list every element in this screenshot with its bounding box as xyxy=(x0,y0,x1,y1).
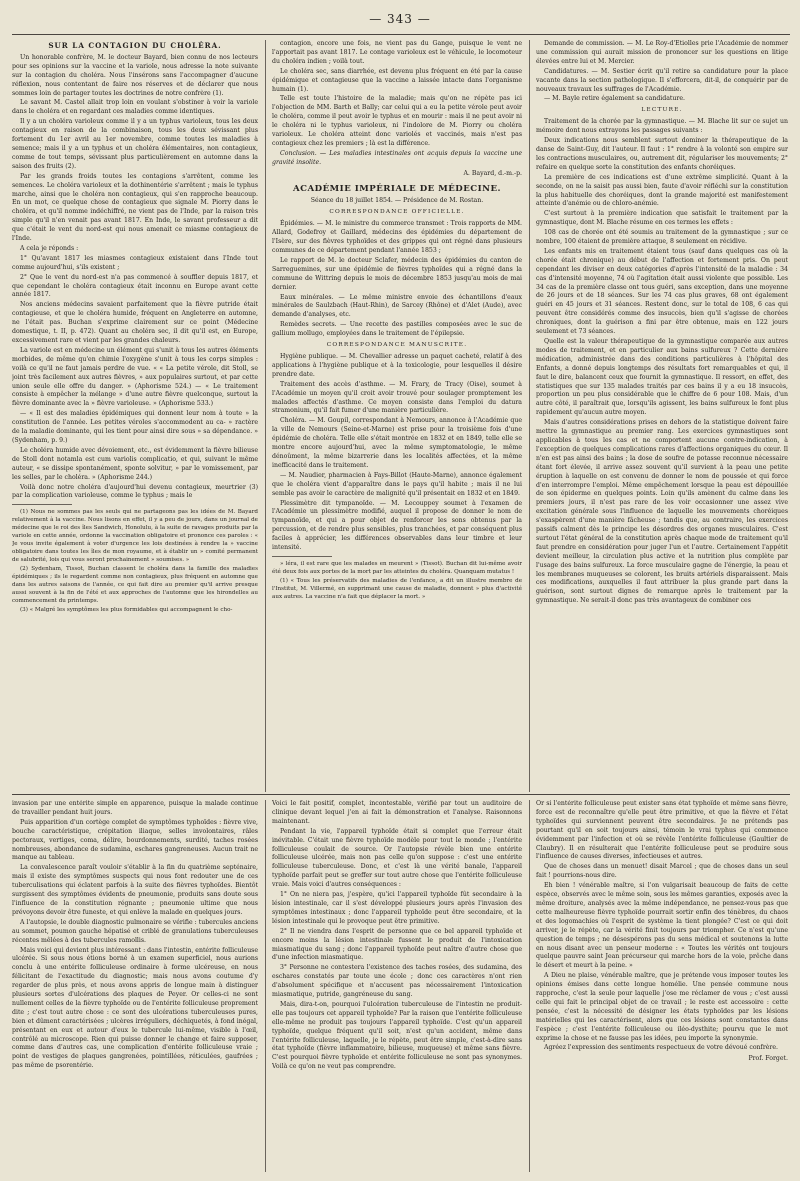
paragraph: Or si l'entérite folliculeuse peut exister sans état typhoïde et même sans fièvre, force est de reconnaître qu'elle peut être primitive, et que la fièvre et l'état typhoïdes qui surviennent peuvent être secondaires. Je ne prétends pas pourtant qu'il en soit toujours ainsi, témoin le vrai typhus qui commence évidemment par l'infection et où se révèle l'entérite folliculeuse (Gaultier de Claubry). Il en résulterait que l'entérite folliculeuse peut se produire sous l'influence de causes diverses, infectieuses et autres. xyxy=(536,800,788,861)
paragraph: 108 cas de chorée ont été soumis au traitement de la gymnastique ; sur ce nombre, 100 étaient de première attaque, 8 seulement en récidive. xyxy=(536,229,788,246)
paragraph: Épidémies. — M. le ministre du commerce transmet : Trois rapports de MM. Allard, Godefroy et Gaillard, médecins des épidémies du département de l'Isère, sur des fièvres typhoïdes et des grippes qui ont régné dans plusieurs communes de ce département pendant l'année 1853 ; xyxy=(272,220,522,255)
paragraph: Puis apparition d'un cortège complet de symptômes typhoïdes : fièvre vive, bouche caractéristique, crépitation iliaque, selles involontaires, râles pectoraux, vertiges, coma, délire, bourdonnements, surdité, taches rosées nombreuses, abondance de sudamina, eschares gangreneuses. Aucun trait ne manque au tableau. xyxy=(12,818,258,862)
subsection-heading: LECTURE. xyxy=(641,107,683,114)
footnotes xyxy=(12,508,258,614)
footnote-separator xyxy=(12,504,72,505)
paragraph: Plessimètre dit tympanoïde. — M. Lecouppey soumet à l'examen de l'Académie un plessimètre modifié, auquel il propose de donner le nom de tympanoïde, et qui a pour objet de renforcer les sons obtenus par la percussion, et de rendre plus sensibles, plus tranchées, et par conséquent plus faciles à apprécier, les différences observables dans leur timbre et leur intensité. xyxy=(272,499,522,552)
paragraph: Traitement de la chorée par la gymnastique. — M. Blache lit sur ce sujet un mémoire dont nous extrayons les passages suivants : xyxy=(536,118,788,135)
paragraph: Demande de commission. — M. Le Roy-d'Étiolles prie l'Académie de nommer une commission qui aurait mission de prononcer sur les questions en litige élevées entre lui et M. Mercier. xyxy=(536,40,788,65)
paragraph: C'est surtout à la première indication que satisfait le traitement par la gymnastique, dont M. Blache résume en ces termes les effets : xyxy=(536,210,788,227)
paragraph: Le choléra sec, sans diarrhée, est devenu plus fréquent en été par la cause épidémique et contagieuse que la vaccine a laissée intacte dans l'organisme humain (1). xyxy=(272,67,522,93)
paragraph: Deux indications nous semblent surtout dominer la thérapeutique de la danse de Saint-Guy, dit l'auteur. Il faut : 1° rendre à la volonté son empire sur les contractions musculaires, ou, autrement dit, régulariser les mouvements; 2° refaire en quelque sorte la constitution des enfants choréiques. xyxy=(536,137,788,171)
paragraph: Le rapport de M. le docteur Sclafer, médecin des épidémies du canton de Sarreguemines, sur une épidémie de fièvres typhoïdes qui a régné dans la commune de Wittring depuis le mois de décembre 1853 jusqu'au mois de mai dernier. xyxy=(272,256,522,291)
footnote: (1) Nous ne sommes pas les seuls qui ne partageons pas les idées de M. Bayard relativement à la vaccine. Nous lisons en effet, il y a peu de jours, dans un journal de médecine que le roi des îles Sandwich, Honolulu, à la suite de ravages produits par la variole en cette année, ordonne la vaccination obligatoire et prononce ces paroles : « Je vous invite également à voter d'urgence les lois destinées à rendre la » vaccine obligatoire dans toutes les îles de mon royaume, et à établir un » comité permanent de salubrité, lois qui vous seront prochainement » soumises. » xyxy=(12,509,258,564)
paragraph: A Dieu ne plaise, vénérable maître, que je prétende vous imposer toutes les opinions émises dans cette longue homélie. Une pensée commune nous rapproche, c'est la seule pour laquelle j'ose me réclamer de vous ; c'est aussi celle qui fait le principal objet de ce travail ; le reste est accessoire : cette pensée, c'est la nécessité de désigner les états typhoïdes par les lésions matérielles qui les caractérisent, alors que ces lésions sont constantes dans l'espèce ; c'est l'entérite folliculeuse ou iléo-dysthite; pourvu que le mot exprime la chose et ne fausse pas les idées, peu importe la synonymie. xyxy=(536,972,788,1042)
paragraph: Hygiène publique. — M. Chevallier adresse un paquet cacheté, relatif à des applications à l'hygiène publique et à la toxicologie, pour lesquelles il désire prendre date. xyxy=(272,353,522,378)
subsection-heading: CORRESPONDANCE OFFICIELLE. xyxy=(329,209,465,216)
column-divider xyxy=(529,40,530,792)
paragraph: Voici le fait positif, complet, incontestable, vérifié par tout un auditoire de clinique devant lequel j'en ai fait la démonstration et l'analyse. Raisonnons maintenant. xyxy=(272,800,522,825)
footnote: » léra, il est rare que les malades en meurent » (Tissot). Buchan dit lui-même avoir été deux fois aux portes de la mort par les atteintes du choléra. Quanquam mutatus ! xyxy=(272,560,522,575)
article-body xyxy=(12,54,258,501)
middle-rule xyxy=(12,794,790,795)
paragraph: Il y a un choléra varioleux comme il y a un typhus varioleux, tous les deux contagieux en raison de la combinaison, tous les deux sévissant plus fortement du 1er avril au 1er novembre, comme toutes les maladies à semence; mais il y a un typhus et un choléra élémentaires, non contagieux, comme de tout temps, sévissant plus particulièrement en automne dans la saison des fruits (2). xyxy=(12,118,258,170)
paragraph: 1° On ne niera pas, j'espère, qu'ici l'appareil typhoïde fût secondaire à la lésion intestinale, car il s'est développé plusieurs jours après l'invasion des symptômes intestinaux ; donc l'appareil typhoïde peut être secondaire, et la lésion intestinale qui le provoque peut être primitive. xyxy=(272,891,522,925)
paragraph: Pendant la vie, l'appareil typhoïde était si complet que l'erreur était inévitable. C'était une fièvre typhoïde modèle pour tout le monde ; l'entérite folliculeuse coulait de source. Or l'autopsie révèle bien une entérite folliculeuse ulcérée, mais non pas celle qu'on suppose : c'est une entérite folliculeuse tuberculeuse. Donc, et c'est là une vérité banale, l'appareil typhoïde parfait peut se greffer sur tout autre chose que l'entérite folliculeuse vraie. Mais voici d'autres conséquences : xyxy=(272,827,522,889)
paragraph: Candidatures. — M. Sestier écrit qu'il retire sa candidature pour la place vacante dans la section pathologique. Il s'efforcera, dit-il, de conquérir par de nouveaux travaux les suffrages de l'Académie. xyxy=(536,67,788,93)
subsection-heading: CORRESPONDANCE MANUSCRITE. xyxy=(326,342,468,349)
paragraph: contagion, encore une fois, ne vient pas du Gange, puisque le vent ne l'apportait pas avant 1817. Le contage varioleux est le véhicule, le locomoteur du choléra indien ; voilà tout. xyxy=(272,40,522,65)
paragraph: Quelle est la valeur thérapeutique de la gymnastique comparée aux autres modes de traitement, et en particulier aux bains sulfureux ? Cette dernière médication, administrée dans des conditions particulières à l'hôpital des Enfants, a donné depuis longtemps des résultats fort remarquables et qui, il faut le dire, balancent ceux que fournit la gymnastique. Il ressort, en effet, des statistiques que sur 135 malades traités par ces bains il y a eu 18 insuccès, proportion un peu plus considérable que le chiffre de 6 pour 108. Mais, d'un autre côté, il paraîtrait que, lorsqu'ils agissent, les bains sulfureux le font plus rapidement qu'aucun autre moyen. xyxy=(536,338,788,417)
paragraph: Par les grands froids toutes les contagions s'arrêtent, comme les semences. Le choléra varioleux et la dothinentérie s'arrêtent ; mais le typhus marche, ainsi que le choléra non contagieux, qui s'en rapproche beaucoup. En un mot, ce quelque chose de contagieux que signale M. Piorry dans le choléra, et qu'il nomme indéchiffré, ne vient pas de l'Inde, par la raison très simple qu'il n'en venait pas avant 1817. En Inde, le savant professeur a dit que c'était le vent du nord-est qui nous amenait ce miasme contagieux de l'Inde. xyxy=(12,172,258,243)
footnote-separator xyxy=(272,556,332,557)
footnote: (2) Sydenham, Tissot, Buchan classent le choléra dans la famille des maladies épidémiques ; ils le regardent comme non contagieux, plus fréquent en automne que dans les autres saisons de l'année, ce qui fait dire au premier qu'il arrive presque aussi souvent à la fin de l'été et aux approches de l'automne que les hirondelles au commencement du printemps. xyxy=(12,566,258,605)
paragraph: 3° Personne ne contestera l'existence des taches rosées, des sudamina, des eschares constatés par toute une école ; donc ces caractères n'ont rien d'absolument spécifique et n'accusent pas nécessairement l'intoxication miasmatique, putride, gangréneuse du sang. xyxy=(272,964,522,999)
paragraph: Choléra. — M. Goupil, correspondant à Nemours, annonce à l'Académie que la ville de Nemours (Seine-et-Marne) est prise pour la troisième fois d'une épidémie de choléra. Telle elle s'était montrée en 1832 et en 1849, telle elle se montre encore aujourd'hui, avec la même symptomatologie, le même dénoûment, la même bizarrerie dans les localités affectées, et la même inefficacité dans le traitement. xyxy=(272,417,522,469)
paragraph: Le choléra humide avec dévoiement, etc., est évidemment la fièvre bilieuse de Stoll dont notamla est cum variolis complicatio, et qui, suivant le même auteur, « se dissipe spontanément, sponte solvitur, » par le vomissement, par les selles, par le choléra. » (Aphorisme 244.) xyxy=(12,446,258,481)
column-divider xyxy=(265,800,266,1172)
lower-column-2 xyxy=(272,800,522,1172)
paragraph: Un honorable confrère, M. le docteur Bayard, bien connu de nos lecteurs pour ses opinions sur la vaccine et la variole, nous adresse la note suivante sur la contagion du choléra. Nous l'insérons sans l'accompagner d'aucune réflexion, nous contentant de faire nos réserves et de déclarer que nous sommes loin de partager toutes les doctrines de notre confrère (1). xyxy=(12,53,258,97)
paragraph: Traitement des accès d'asthme. — M. Frary, de Tracy (Oise), soumet à l'Académie un moyen qu'il croit avoir trouvé pour soulager promptement les malades affectés d'asthme. Ce moyen consiste dans l'emploi du datura stramonium, qu'il fait fumer d'une manière particulière. xyxy=(272,380,522,415)
paragraph: Les enfants mis en traitement étaient tous (sauf dans quelques cas où la chorée était chronique) au début de l'affection et fortement pris. On peut cependant les diviser en deux catégories d'après l'intensité de la maladie : 34 cas d'intensité moyenne, 74 où l'agitation était aussi violente que possible. Les 34 cas de la première classe ont tous guéri, sans exception, dans une moyenne de 26 jours et de 18 séances. Sur les 74 cas plus graves, 68 ont également guéri en 45 jours et 31 séances. Restent donc, sur le total de 108, 6 cas qui peuvent être considérés comme des insuccès, bien qu'il s'agisse de chorées chroniques, dont la guérison a fini par être obtenue, mais en 122 jours seulement et 73 séances. xyxy=(536,247,788,336)
paragraph: Remèdes secrets. — Une recette des pastilles composées avec le suc de gallium mollugo, employées dans le traitement de l'épilepsie. xyxy=(272,321,522,338)
page-number: — 343 — xyxy=(369,12,431,26)
paragraph: Voilà donc notre choléra d'aujourd'hui devenu contagieux, meurtrier (3) par la complication varioleuse, comme le typhus ; mais le xyxy=(12,483,258,500)
column-divider xyxy=(265,40,266,792)
top-rule xyxy=(12,34,790,35)
paragraph: Que de choses dans un menuet! disait Marcel ; que de choses dans un seul fait ! pourrions-nous dire. xyxy=(536,863,788,880)
paragraph: Agréez l'expression des sentiments respectueux de votre dévoué confrère. xyxy=(544,1044,779,1052)
paragraph: — M. Bayle retire également sa candidature. xyxy=(544,95,685,103)
footnote: (1) « Tous les préservatifs des maladies de l'enfance, a dit un illustre membre de l'Institut, M. Villermé, en supprimant une cause de maladie, donnent » plus d'activité aux autres. La vaccine n'a fait que déplacer la mort. » xyxy=(272,577,522,600)
paragraph: A cela je réponds : xyxy=(20,244,79,252)
article-signature: A. Bayard, d.-m.-p. xyxy=(463,169,522,177)
seance-line: Séance du 18 juillet 1854. — Présidence de M. Rostan. xyxy=(310,196,484,204)
paragraph: Mais d'autres considérations prises en dehors de la statistique doivent faire mettre la gymnastique au premier rang. Les exercices gymnastiques sont applicables à tous les cas et ne comportent aucune contre-indication, à l'exception de quelques complications rares d'affections organiques du cœur. Il n'en est pas ainsi des bains ; la dose de soufre de potasse reconnue nécessaire étant fort élevée, il arrive assez souvent qu'il survient à la peau une petite éruption à laquelle on est convenu de donner le nom de poussée et qui force d'en interrompre l'emploi. Même empêchement lorsque la peau est dépouillée de son épiderme en quelques points. Loin qu'ils amènent du calme dans les premiers jours, il n'est pas rare de les voir occasionner une assez vive excitation générale sous l'influence de laquelle les mouvements choréiques s'exaspèrent d'une manière fâcheuse ; tandis que, au contraire, les exercices passifs calment dès le principe les désordres des organes musculaires. C'est surtout l'état général de la constitution après chaque mode de traitement qu'il faut prendre en considération pour juger l'un et l'autre. Certainement l'appétit devient meilleur, la circulation plus active et la nutrition plus complète par l'usage des bains sulfureux. La force musculaire gagne de l'énergie, la peau et les membranes muqueuses se colorent, les bruits artériels disparaissent. Mais ces modifications, auxquelles il faut attribuer la plus grande part dans la guérison, sont surtout dignes de remarque après le traitement par la gymnastique. Ne serait-il donc pas très avantageux de combiner ces xyxy=(536,419,788,605)
paragraph: A l'autopsie, le double diagnostic pulmonaire se vérifie : tubercules anciens au sommet, poumon gauche hépatisé et criblé de granulations tuberculeuses récentes mêlées à des tubercules ramollis. xyxy=(12,918,258,944)
section-heading: ACADÉMIE IMPÉRIALE DE MÉDECINE. xyxy=(292,183,502,194)
paragraph: — M. Naudier, pharmacien à Fays-Billot (Haute-Marne), annonce également que le choléra vient d'apparaître dans le pays qu'il habite ; mais il ne lui semble pas avoir le caractère de malignité qu'il présentait en 1832 et en 1849. xyxy=(272,471,522,497)
footnote: (3) « Malgré les symptômes les plus formidables qui accompagnent le cho- xyxy=(20,607,233,614)
lower-column-1 xyxy=(12,800,258,1172)
paragraph: invasion par une entérite simple en apparence, puisque la malade continue de travailler pendant huit jours. xyxy=(12,800,258,816)
paragraph: Mais, dira-t-on, pourquoi l'ulcération tuberculeuse de l'intestin ne produit-elle pas toujours cet appareil typhoïde? Par la raison que l'entérite folliculeuse elle-même ne produit pas toujours l'appareil typhoïde. C'est qu'un appareil typhoïde, quelque fréquent qu'il soit, n'est qu'un accident, même dans l'entérite folliculeuse, laquelle, je le répète, peut être simple, c'est-à-dire sans état typhoïde (fièvre inflammatoire, bilieuse, muqueuse) et même sans fièvre. C'est pourquoi fièvre typhoïde et entérite folliculeuse ne sont pas synonymes. Voilà ce qu'on ne veut pas comprendre. xyxy=(272,1000,522,1071)
paragraph: Mais voici qui devient plus intéressant : dans l'intestin, entérite folliculeuse ulcérée. Si sous nous étions borné à un examen superficiel, nous aurions conclu à une entérite folliculeuse ordinaire à forme ulcéreuse, en nous félicitant de l'exactitude du diagnostic; mais nous avons coutume d'y regarder de plus près, et nous avons appris de longue main à distinguer plusieurs sortes d'ulcérations des plaques de Peyer. Or celles-ci ne sont nullement celles de la fièvre typhoïde ou de l'entérite folliculeuse proprement dite ; c'est tout autre chose : ce sont des ulcérations tuberculeuses pures, bien et dûment caractérisées ; ulcères irréguliers, déchiquetés, à fond inégal, présentant en eux et autour d'eux le tubercule lui-même, visible à l'œil, contrôlé au microscope. Rien qui puisse donner le change et faire supposer, comme dans d'autres cas, une complication d'entérite folliculeuse vraie ; point de vestiges de plaques gangrenées, pointillées, réticulées, gaufrées ; pas même de psorentérie. xyxy=(12,946,258,1070)
paragraph: 2° Il ne viendra dans l'esprit de personne que ce bel appareil typhoïde et encore moins la lésion intestinale fussent le produit de l'intoxication miasmatique du sang ; donc l'appareil typhoïde peut naître d'autre chose que d'une infection miasmatique. xyxy=(272,927,522,962)
paragraph: La première de ces indications est d'une extrême simplicité. Quant à la seconde, on ne la saisit pas aussi bien, faute d'avoir réfléchi sur la constitution la plus habituelle des choréiques, dont la grande majorité est manifestement atteinte d'anémie ou de chloro-anémie. xyxy=(536,173,788,208)
paragraph: 2° Que le vent du nord-est n'a pas commencé à souffler depuis 1817, et que cependant le choléra contagieux était inconnu en Europe avant cette année 1817. xyxy=(12,273,258,299)
paragraph: Nos anciens médecins savaient parfaitement que la fièvre putride était contagieuse, et que le choléra humide, fréquent en Angleterre en automne, ne l'était pas. Buchan s'exprime clairement sur ce point (Médecine domestique, t. II, p. 472). Quant au choléra sec, il dit qu'il est, en Europe, excessivement rare et vient par les grandes chaleurs. xyxy=(12,301,258,344)
paragraph: 1° Qu'avant 1817 les miasmes contagieux existaient dans l'Inde tout comme aujourd'hui, s'ils existent ; xyxy=(12,254,258,271)
paragraph: Eh bien ! vénérable maître, si l'on vulgarisait beaucoup de faits de cette espèce, observés avec le même soin, sous les mêmes garanties, exposés avec la même droiture, analysés avec la même indépendance, ne pensez-vous pas que cette malheureuse fièvre typhoïde pourrait sortir enfin des ténèbres, du chaos et des logomachies où l'esprit de système la tient plongée? C'est ce qui doit arriver, je le répète, car la vérité finit toujours par triompher. Ce n'est qu'une question de temps ; ne désespérons pas du sens médical et soutenons la lutte en nous disant avec un penseur moderne : « Toutes les vérités ont toujours quelque pauvre saint Jean précurseur qui marche hors de la voie, prêche dans le désert et meurt à la peine. » xyxy=(536,882,788,970)
paragraph: La convalescence paraît vouloir s'établir à la fin du quatrième septénaire, mais il existe des symptômes suspects qui nous font redouter une de ces tuberculisations qui éclatent parfois à la suite des fièvres typhoïdes. Bientôt surgissent des symptômes évidents de pneumonie, produits sans doute sous l'influence de la constitution régnante ; pneumonie ultime que nous prévoyons devoir être funeste, et qui enlève la malade en quelques jours. xyxy=(12,864,258,916)
paragraph: Eaux minérales. — Le même ministre envoie des échantillons d'eaux minérales de Saulzbach (Haut-Rhin), de Sarcey (Rhône) et d'Alet (Aude), avec demande d'analyses, etc. xyxy=(272,293,522,319)
article-title: SUR LA CONTAGION DU CHOLÉRA. xyxy=(48,41,222,50)
paragraph: La variole est en médecine un élément qui s'unit à tous les autres éléments morbides, de même qu'en chimie l'oxygène s'unit à tous les corps simples : voilà ce qu'il ne faut jamais perdre de vue. « « La petite vérole, dit Stoll, se joint très facilement aux autres fièvres, » aux populaires surtout, et par cette union seule elle offre du danger. » (Aphorisme 524.) — « Le traitement consiste à empêcher la mélange » d'une autre fièvre quelconque, surtout la fièvre dominante avec la » fièvre varioleuse. » (Aphorisme 533.) xyxy=(12,346,258,408)
conclusion: Conclusion. — Les maladies intestinales ont acquis depuis la vaccine une gravité insolite. xyxy=(272,149,522,166)
upper-column-2 xyxy=(272,40,522,792)
upper-column-1 xyxy=(12,40,258,792)
letter-signature: Prof. Forget. xyxy=(748,1055,788,1063)
upper-column-3 xyxy=(536,40,788,792)
footnotes xyxy=(272,560,522,601)
column-divider xyxy=(529,800,530,1172)
paragraph: Telle est toute l'histoire de la maladie; mais qu'on ne répète pas ici l'objection de MM. Barth et Bally; car celui qui a eu la petite vérole peut avoir le choléra, comme il peut avoir le typhus et en mourir : mais il ne peut avoir ni le choléra ni le typhus varioleux, ni l'indolore de M. Piorry ou choléra varioleux. Le choléra atteint donc variolés et vaccinés, mais n'est pas contagieux chez les premiers ; là est la différence. xyxy=(272,95,522,147)
paragraph: Le savant M. Castel allait trop loin en voulant s'obstiner à voir la variole dans le choléra et en regardant ces maladies comme identiques. xyxy=(12,99,258,116)
lower-column-3 xyxy=(536,800,788,1172)
paragraph: — « Il est des maladies épidémiques qui donnent leur nom à toute » la constitution de l'année. Les petites véroles s'accommodent au ca- » ractère de la maladie dominante, qui les tient pour ainsi dire sous » sa dépendance. » (Sydenham, p. 9.) xyxy=(12,410,258,444)
